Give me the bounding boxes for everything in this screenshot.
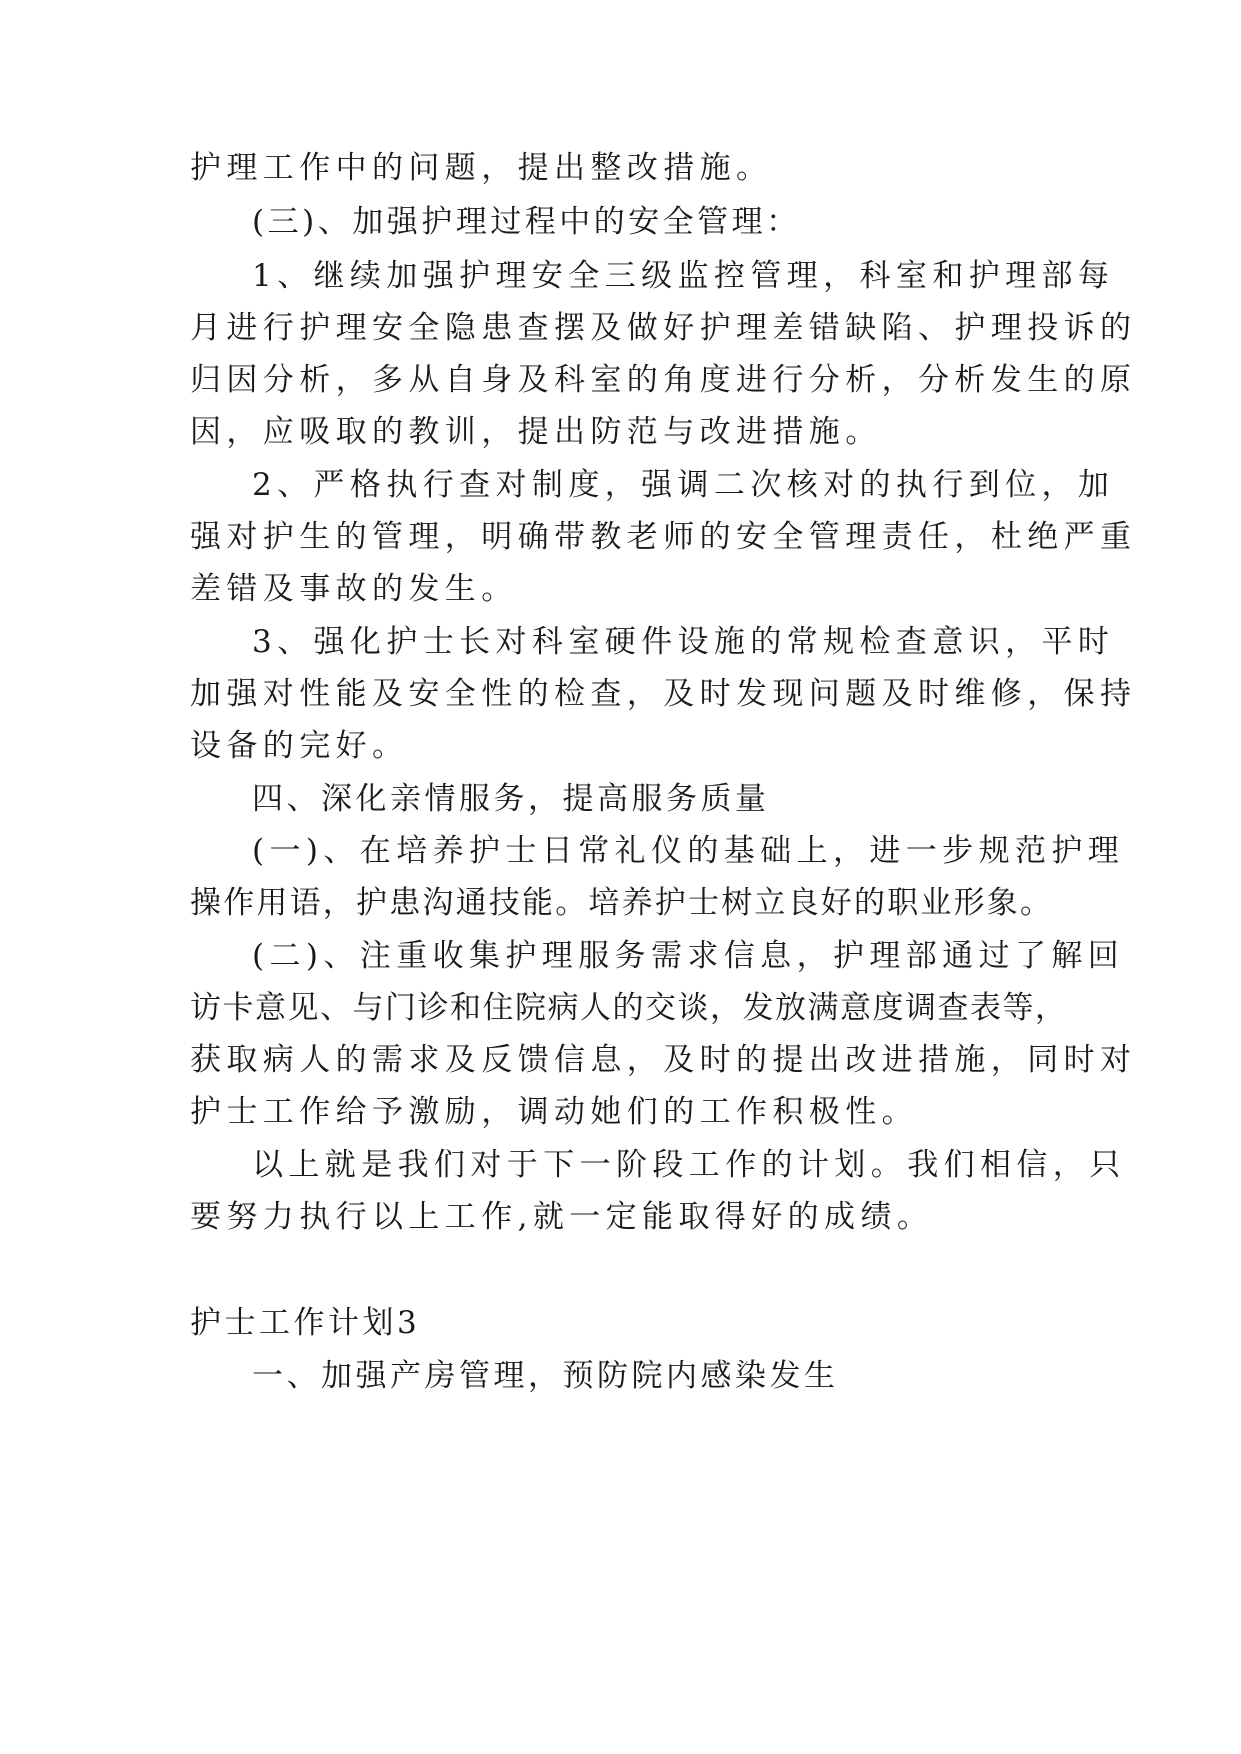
paragraph-line: (一)、在培养护士日常礼仪的基础上，进一步规范护理 [252, 833, 1125, 869]
paragraph-line: 护士工作给予激励，调动她们的工作积极性。 [190, 1094, 918, 1130]
paragraph-line: 归因分析，多从自身及科室的角度进行分析，分析发生的原 [190, 362, 1137, 398]
heading-section-four: 四、深化亲情服务，提高服务质量 [252, 781, 770, 817]
section-title: 护士工作计划3 [190, 1305, 421, 1341]
paragraph-line: 月进行护理安全隐患查摆及做好护理差错缺陷、护理投诉的 [190, 310, 1137, 346]
paragraph-line: 差错及事故的发生。 [190, 571, 518, 607]
paragraph-line: 2、严格执行查对制度，强调二次核对的执行到位，加 [252, 467, 1115, 503]
paragraph-line: (二)、注重收集护理服务需求信息，护理部通过了解回 [252, 938, 1125, 974]
paragraph-line: 1、继续加强护理安全三级监控管理，科室和护理部每 [252, 258, 1115, 294]
paragraph-line: 要努力执行以上工作,就一定能取得好的成绩。 [190, 1199, 934, 1235]
heading-section-one: 一、加强产房管理，预防院内感染发生 [252, 1358, 839, 1394]
paragraph-line: 因，应吸取的教训，提出防范与改进措施。 [190, 414, 882, 450]
paragraph-line: 护理工作中的问题，提出整改措施。 [190, 150, 773, 186]
subheading-safety-management: (三)、加强护理过程中的安全管理： [252, 204, 801, 240]
paragraph-line: 设备的完好。 [190, 728, 409, 764]
paragraph-line: 操作用语，护患沟通技能。培养护士树立良好的职业形象。 [190, 885, 1054, 921]
paragraph-line: 3、强化护士长对科室硬件设施的常规检查意识，平时 [252, 624, 1115, 660]
paragraph-line: 加强对性能及安全性的检查，及时发现问题及时维修，保持 [190, 676, 1137, 712]
paragraph-line: 获取病人的需求及反馈信息，及时的提出改进措施，同时对 [190, 1042, 1137, 1078]
paragraph-line: 访卡意见、与门诊和住院病人的交谈，发放满意度调查表等， [190, 990, 1068, 1026]
paragraph-line: 强对护生的管理，明确带教老师的安全管理责任，杜绝严重 [190, 519, 1137, 555]
paragraph-line: 以上就是我们对于下一阶段工作的计划。我们相信，只 [252, 1147, 1126, 1183]
